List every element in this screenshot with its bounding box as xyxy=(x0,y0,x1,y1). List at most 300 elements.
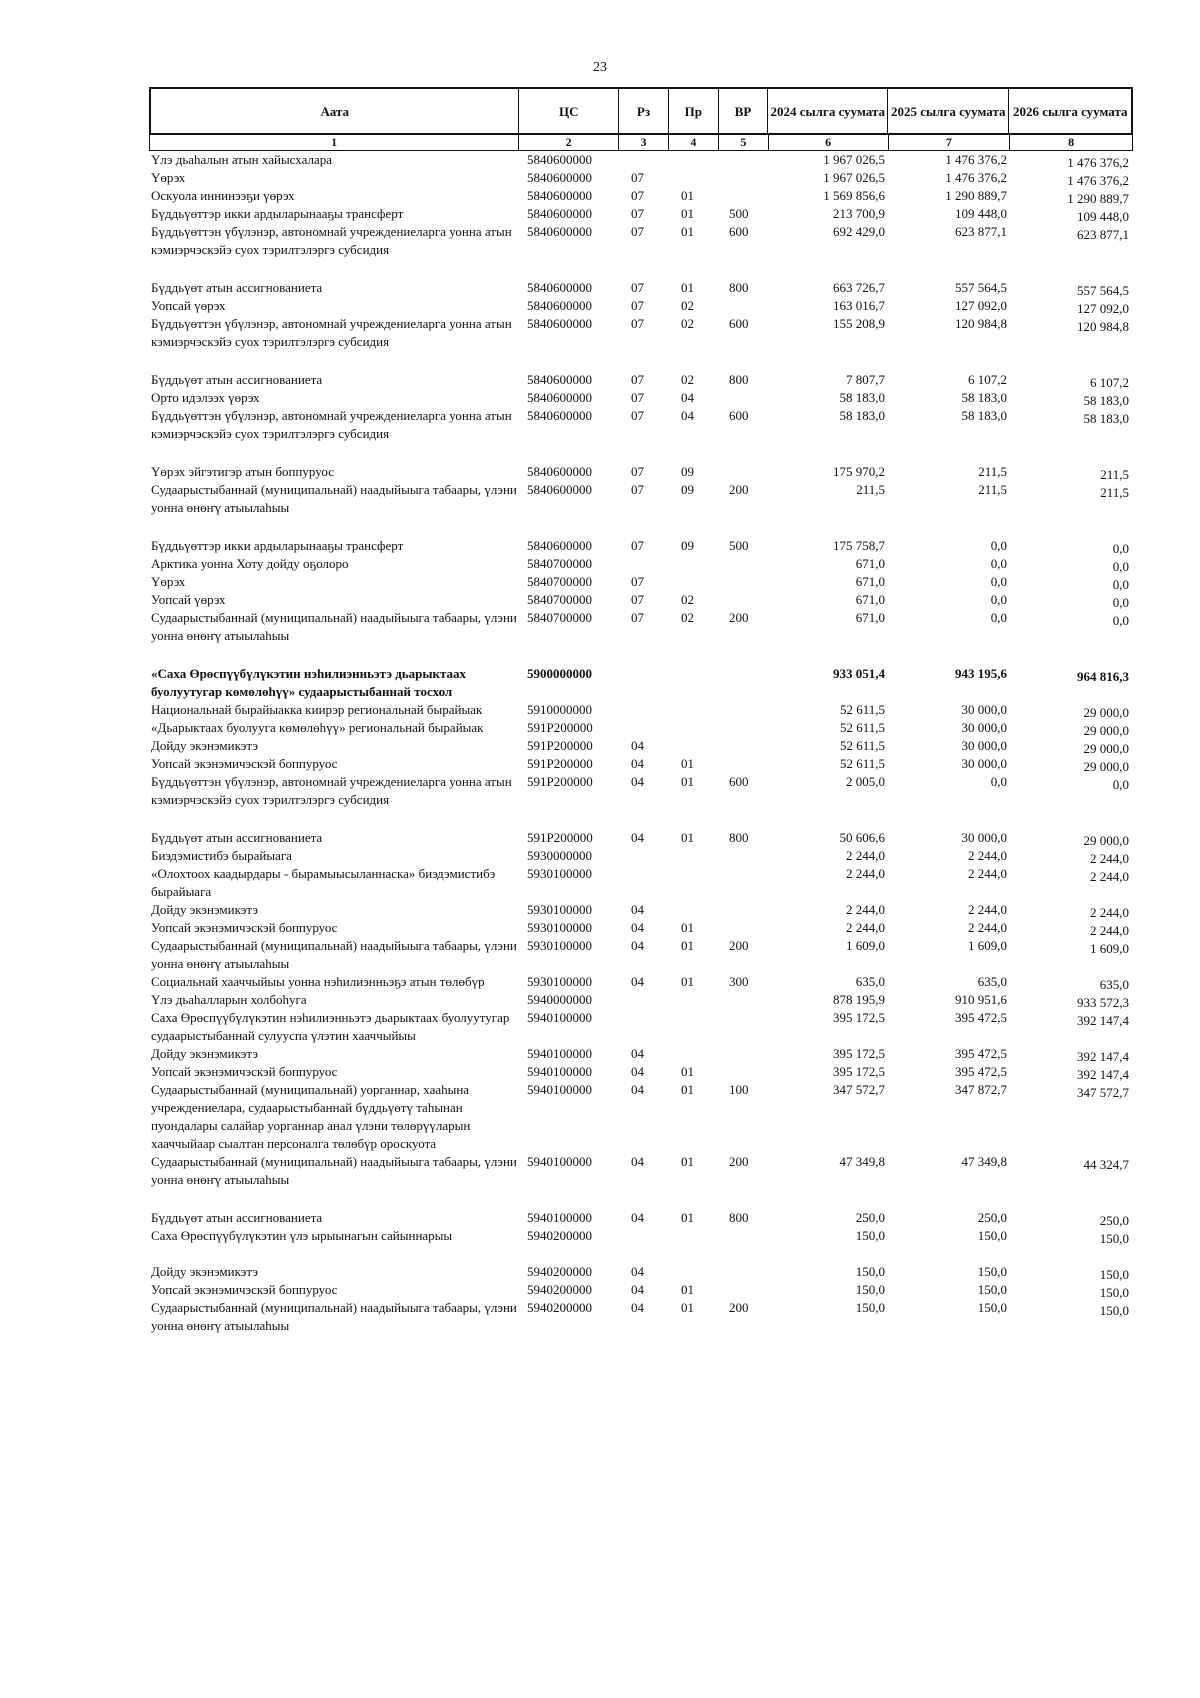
row-rz: 07 xyxy=(631,170,644,185)
row-cs: 5900000000 xyxy=(527,666,592,681)
row-rz: 04 xyxy=(631,1264,644,1279)
row-rz xyxy=(619,665,669,701)
row-vr xyxy=(719,665,769,701)
row-value-2026 xyxy=(1011,991,1133,1009)
row-rz: 07 xyxy=(631,610,644,625)
row-pr: 02 xyxy=(681,610,694,625)
table-row xyxy=(149,169,1133,187)
row-pr xyxy=(669,1045,719,1063)
row-value-2024: 347 572,7 xyxy=(833,1082,885,1097)
row-value-2026 xyxy=(1011,1153,1133,1189)
row-name: Судаарыстыбаннай (муниципальнай) наадыйыыга табаары, үлэни уонна өнөҥү атыылаһыы xyxy=(151,938,517,971)
row-name: Бүддьүөттэр икки ардыларынааҕы трансферт xyxy=(151,206,404,221)
row-value-2026-text: 623 877,1 xyxy=(1077,227,1129,242)
row-value-2024: 150,0 xyxy=(855,1264,885,1279)
row-value-2025: 30 000,0 xyxy=(961,830,1007,845)
row-rz: 04 xyxy=(631,1064,644,1079)
row-value-2026-text: 211,5 xyxy=(1100,485,1129,500)
row-vr xyxy=(719,187,769,205)
row-name: Үөрэх эйгэтигэр атын боппуруос xyxy=(151,464,334,479)
row-cs: 5840600000 xyxy=(527,372,592,387)
row-value-2026-text: 250,0 xyxy=(1099,1213,1129,1228)
row-value-2025: 150,0 xyxy=(977,1282,1007,1297)
row-value-2026-text: 58 183,0 xyxy=(1083,393,1129,408)
row-cs: 5940200000 xyxy=(527,1228,592,1243)
row-value-2024: 50 606,6 xyxy=(839,830,885,845)
row-cs: 5840700000 xyxy=(527,592,592,607)
row-value-2025: 30 000,0 xyxy=(961,756,1007,771)
row-value-2024: 635,0 xyxy=(855,974,885,989)
table-row xyxy=(149,901,1133,919)
row-value-2026 xyxy=(1011,573,1133,591)
row-value-2024: 58 183,0 xyxy=(839,408,885,423)
row-value-2026-text: 44 324,7 xyxy=(1083,1157,1129,1172)
row-vr: 100 xyxy=(729,1082,749,1097)
row-pr xyxy=(669,1227,719,1245)
row-rz: 07 xyxy=(631,592,644,607)
row-vr xyxy=(719,991,769,1009)
row-vr xyxy=(719,847,769,865)
row-value-2026-text: 0,0 xyxy=(1112,777,1129,792)
row-value-2026 xyxy=(1011,919,1133,937)
row-value-2024: 175 970,2 xyxy=(833,464,885,479)
row-pr xyxy=(669,991,719,1009)
row-value-2024: 150,0 xyxy=(855,1228,885,1243)
row-value-2026 xyxy=(1011,701,1133,719)
row-cs: 5940000000 xyxy=(527,992,592,1007)
row-value-2025: 120 984,8 xyxy=(955,316,1007,331)
row-vr: 200 xyxy=(729,610,749,625)
row-value-2024: 58 183,0 xyxy=(839,390,885,405)
row-cs: 5840600000 xyxy=(527,224,592,239)
row-pr xyxy=(669,169,719,187)
row-name: Бүддьүөттэн үбүлэнэр, автономнай учреждениеларга уонна атын кэмиэрчэскэйэ суох тэрилтэлэргэ субсидия xyxy=(151,316,512,349)
row-value-2025: 943 195,6 xyxy=(955,666,1007,681)
row-vr xyxy=(719,297,769,315)
column-number: 5 xyxy=(719,135,769,150)
row-pr: 01 xyxy=(681,830,694,845)
row-pr: 01 xyxy=(681,1210,694,1225)
row-value-2026 xyxy=(1011,901,1133,919)
row-value-2026 xyxy=(1011,1299,1133,1335)
row-pr: 01 xyxy=(681,920,694,935)
row-value-2024: 150,0 xyxy=(855,1282,885,1297)
row-vr xyxy=(719,555,769,573)
row-cs: 5940100000 xyxy=(527,1010,592,1025)
row-name: Уопсай экэнэмичэскэй боппуруос xyxy=(151,756,338,771)
row-value-2024: 7 807,7 xyxy=(846,372,885,387)
row-name: Бүддьүөттэн үбүлэнэр, автономнай учреждениеларга уонна атын кэмиэрчэскэйэ суох тэрилтэлэргэ субсидия xyxy=(151,408,512,441)
row-value-2025: 127 092,0 xyxy=(955,298,1007,313)
row-value-2026-text: 964 816,3 xyxy=(1077,669,1129,684)
column-number: 2 xyxy=(519,135,619,150)
row-name: Бүддьүөттэр икки ардыларынааҕы трансферт xyxy=(151,538,404,553)
row-value-2026-text: 0,0 xyxy=(1112,595,1129,610)
row-name: Уопсай экэнэмичэскэй боппуруос xyxy=(151,1282,338,1297)
row-vr xyxy=(719,919,769,937)
row-rz xyxy=(619,1227,669,1245)
row-name: «Дьарыктаах буолууга көмөлөһүү» региональнай бырайыак xyxy=(151,720,484,735)
row-vr xyxy=(719,389,769,407)
row-value-2026 xyxy=(1011,865,1133,901)
row-pr: 02 xyxy=(681,372,694,387)
row-value-2026 xyxy=(1011,481,1133,517)
row-cs: 5930100000 xyxy=(527,920,592,935)
row-value-2024: 47 349,8 xyxy=(839,1154,885,1169)
table-row xyxy=(149,1209,1133,1227)
header-pr: Пр xyxy=(669,89,719,133)
table-row xyxy=(149,371,1133,389)
row-spacer xyxy=(149,645,1133,665)
row-value-2026-text: 1 609,0 xyxy=(1090,941,1129,956)
row-pr: 01 xyxy=(681,1300,694,1315)
row-pr: 02 xyxy=(681,298,694,313)
row-value-2024: 671,0 xyxy=(855,592,885,607)
table-row xyxy=(149,205,1133,223)
table-row xyxy=(149,1009,1133,1045)
row-vr: 200 xyxy=(729,1300,749,1315)
row-vr: 800 xyxy=(729,830,749,845)
row-value-2026-text: 347 572,7 xyxy=(1077,1085,1129,1100)
row-value-2025: 0,0 xyxy=(990,610,1007,625)
row-value-2026-text: 0,0 xyxy=(1112,559,1129,574)
column-number: 6 xyxy=(769,135,889,150)
row-value-2026 xyxy=(1011,1045,1133,1063)
row-value-2024: 52 611,5 xyxy=(839,720,885,735)
row-name: Национальнай бырайыакка киирэр региональнай бырайыак xyxy=(151,702,483,717)
row-name: Арктика уонна Хоту дойду оҕолоро xyxy=(151,556,349,571)
row-vr xyxy=(719,701,769,719)
row-value-2026-text: 392 147,4 xyxy=(1077,1013,1129,1028)
row-pr: 01 xyxy=(681,1282,694,1297)
table-row xyxy=(149,829,1133,847)
row-vr: 600 xyxy=(729,224,749,239)
row-rz: 04 xyxy=(631,938,644,953)
row-cs: 5940100000 xyxy=(527,1154,592,1169)
row-cs: 5840600000 xyxy=(527,408,592,423)
row-name: Социальнай хааччыйыы уонна нэһилиэнньэҕэ атын төлөбүр xyxy=(151,974,485,989)
table-row xyxy=(149,279,1133,297)
row-vr: 800 xyxy=(729,372,749,387)
column-number: 4 xyxy=(669,135,719,150)
row-value-2024: 2 244,0 xyxy=(846,866,885,881)
row-name: Биэдэмистибэ бырайыага xyxy=(151,848,292,863)
row-rz xyxy=(619,991,669,1009)
row-cs: 5930100000 xyxy=(527,902,592,917)
row-rz xyxy=(619,1009,669,1045)
table-row xyxy=(149,573,1133,591)
row-name: Уопсай экэнэмичэскэй боппуруос xyxy=(151,1064,338,1079)
row-value-2025: 6 107,2 xyxy=(968,372,1007,387)
row-vr xyxy=(719,865,769,901)
row-pr: 01 xyxy=(681,1082,694,1097)
row-vr: 800 xyxy=(729,280,749,295)
row-value-2025: 30 000,0 xyxy=(961,702,1007,717)
row-value-2026 xyxy=(1011,555,1133,573)
row-value-2025: 623 877,1 xyxy=(955,224,1007,239)
column-number-row xyxy=(149,135,1133,151)
row-pr: 02 xyxy=(681,592,694,607)
row-name: Оскуола иннинээҕи үөрэх xyxy=(151,188,295,203)
row-value-2026-text: 1 476 376,2 xyxy=(1067,173,1129,188)
row-value-2024: 150,0 xyxy=(855,1300,885,1315)
row-vr: 600 xyxy=(729,316,749,331)
row-value-2026-text: 392 147,4 xyxy=(1077,1067,1129,1082)
row-cs: 5940100000 xyxy=(527,1082,592,1097)
row-spacer xyxy=(149,517,1133,537)
table-row xyxy=(149,591,1133,609)
row-value-2026 xyxy=(1011,371,1133,389)
row-value-2025: 2 244,0 xyxy=(968,848,1007,863)
row-value-2026-text: 933 572,3 xyxy=(1077,995,1129,1010)
row-value-2024: 211,5 xyxy=(856,482,885,497)
row-vr xyxy=(719,1263,769,1281)
table-row xyxy=(149,755,1133,773)
row-value-2026-text: 29 000,0 xyxy=(1083,705,1129,720)
row-value-2026-text: 0,0 xyxy=(1112,541,1129,556)
row-spacer xyxy=(149,809,1133,829)
row-value-2026 xyxy=(1011,773,1133,809)
row-value-2025: 211,5 xyxy=(978,464,1007,479)
row-value-2025: 30 000,0 xyxy=(961,720,1007,735)
row-value-2024: 671,0 xyxy=(855,574,885,589)
row-pr: 01 xyxy=(681,774,694,789)
row-name: Бүддьүөт атын ассигнованиета xyxy=(151,830,323,845)
row-pr: 09 xyxy=(681,538,694,553)
row-value-2026-text: 29 000,0 xyxy=(1083,833,1129,848)
row-cs: 5840600000 xyxy=(527,152,592,167)
row-pr: 04 xyxy=(681,390,694,405)
row-vr: 200 xyxy=(729,1154,749,1169)
row-pr: 01 xyxy=(681,1154,694,1169)
row-rz xyxy=(619,151,669,169)
row-rz: 04 xyxy=(631,830,644,845)
row-cs: 5930100000 xyxy=(527,974,592,989)
row-cs: 5840600000 xyxy=(527,206,592,221)
row-value-2025: 211,5 xyxy=(978,482,1007,497)
row-pr xyxy=(669,701,719,719)
row-value-2025: 395 472,5 xyxy=(955,1064,1007,1079)
row-vr xyxy=(719,1045,769,1063)
table-row xyxy=(149,1263,1133,1281)
row-rz: 04 xyxy=(631,1282,644,1297)
row-value-2026 xyxy=(1011,755,1133,773)
row-cs: 5840600000 xyxy=(527,170,592,185)
row-value-2025: 0,0 xyxy=(990,556,1007,571)
row-value-2026-text: 557 564,5 xyxy=(1077,283,1129,298)
row-pr: 09 xyxy=(681,482,694,497)
row-cs: 5840600000 xyxy=(527,390,592,405)
row-pr: 01 xyxy=(681,1064,694,1079)
budget-table xyxy=(149,87,1133,1335)
row-name: Судаарыстыбаннай (муниципальнай) уорганнар, хааһына учреждениелара, судаарыстыбаннай бүддьүөтү таһынан пуондалары салайар уорганнар анал үлэни төлөрүүларын хааччыйаар сыалтан персоналга төлөбүр ороскуота xyxy=(151,1082,471,1151)
row-value-2026 xyxy=(1011,537,1133,555)
row-rz: 04 xyxy=(631,902,644,917)
row-cs: 5840600000 xyxy=(527,482,592,497)
table-row xyxy=(149,223,1133,259)
row-value-2026-text: 150,0 xyxy=(1099,1231,1129,1246)
row-value-2024: 692 429,0 xyxy=(833,224,885,239)
table-row xyxy=(149,609,1133,645)
row-rz: 04 xyxy=(631,974,644,989)
row-value-2026 xyxy=(1011,1063,1133,1081)
row-cs: 5940100000 xyxy=(527,1210,592,1225)
row-value-2026 xyxy=(1011,1081,1133,1153)
row-rz xyxy=(619,847,669,865)
row-name: Судаарыстыбаннай (муниципальнай) наадыйыыга табаары, үлэни уонна өнөҥү атыылаһыы xyxy=(151,1300,517,1333)
row-value-2025: 250,0 xyxy=(977,1210,1007,1225)
row-pr xyxy=(669,737,719,755)
row-value-2025: 2 244,0 xyxy=(968,866,1007,881)
row-cs: 5940200000 xyxy=(527,1264,592,1279)
table-row xyxy=(149,555,1133,573)
row-pr xyxy=(669,573,719,591)
row-rz xyxy=(619,719,669,737)
table-row xyxy=(149,919,1133,937)
row-pr: 04 xyxy=(681,408,694,423)
row-vr xyxy=(719,169,769,187)
row-name: Уопсай үөрэх xyxy=(151,592,226,607)
row-value-2024: 1 967 026,5 xyxy=(823,170,885,185)
row-cs: 5910000000 xyxy=(527,702,592,717)
row-value-2026-text: 109 448,0 xyxy=(1077,209,1129,224)
row-value-2025: 47 349,8 xyxy=(961,1154,1007,1169)
row-value-2026-text: 2 244,0 xyxy=(1090,923,1129,938)
row-rz: 07 xyxy=(631,538,644,553)
row-value-2024: 175 758,7 xyxy=(833,538,885,553)
row-spacer xyxy=(149,1245,1133,1263)
row-vr xyxy=(719,1009,769,1045)
row-pr: 01 xyxy=(681,756,694,771)
row-vr xyxy=(719,1063,769,1081)
row-value-2025: 0,0 xyxy=(990,592,1007,607)
row-value-2026-text: 58 183,0 xyxy=(1083,411,1129,426)
row-pr: 01 xyxy=(681,206,694,221)
row-cs: 5840600000 xyxy=(527,280,592,295)
row-cs: 5840700000 xyxy=(527,556,592,571)
table-row xyxy=(149,1227,1133,1245)
row-value-2026-text: 29 000,0 xyxy=(1083,741,1129,756)
row-rz: 04 xyxy=(631,774,644,789)
row-rz: 07 xyxy=(631,574,644,589)
row-rz: 07 xyxy=(631,316,644,331)
header-2024: 2024 сылга суумата xyxy=(768,89,888,133)
row-rz: 07 xyxy=(631,482,644,497)
row-vr: 200 xyxy=(729,938,749,953)
row-value-2024: 671,0 xyxy=(855,610,885,625)
row-cs: 591P200000 xyxy=(527,756,593,771)
row-vr xyxy=(719,591,769,609)
row-value-2026 xyxy=(1011,847,1133,865)
row-name: Бүддьүөттэн үбүлэнэр, автономнай учреждениеларга уонна атын кэмиэрчэскэйэ суох тэрилтэлэргэ субсидия xyxy=(151,224,512,257)
row-value-2025: 2 244,0 xyxy=(968,920,1007,935)
row-value-2026-text: 1 290 889,7 xyxy=(1067,191,1129,206)
row-rz: 04 xyxy=(631,1210,644,1225)
row-value-2024: 250,0 xyxy=(855,1210,885,1225)
row-rz xyxy=(619,555,669,573)
row-value-2026-text: 29 000,0 xyxy=(1083,759,1129,774)
row-vr xyxy=(719,1227,769,1245)
row-pr xyxy=(669,901,719,919)
row-rz: 07 xyxy=(631,206,644,221)
row-value-2025: 395 472,5 xyxy=(955,1046,1007,1061)
row-value-2026 xyxy=(1011,297,1133,315)
row-rz: 04 xyxy=(631,1154,644,1169)
row-cs: 5840600000 xyxy=(527,464,592,479)
row-value-2024: 933 051,4 xyxy=(833,666,885,681)
row-value-2024: 2 244,0 xyxy=(846,920,885,935)
table-row xyxy=(149,991,1133,1009)
row-value-2025: 150,0 xyxy=(977,1228,1007,1243)
row-name: Судаарыстыбаннай (муниципальнай) наадыйыыга табаары, үлэни уонна өнөҥү атыылаһыы xyxy=(151,1154,517,1187)
table-row xyxy=(149,737,1133,755)
table-row xyxy=(149,719,1133,737)
row-cs: 5840600000 xyxy=(527,316,592,331)
row-rz: 07 xyxy=(631,298,644,313)
row-rz: 07 xyxy=(631,224,644,239)
row-cs: 5840700000 xyxy=(527,610,592,625)
row-value-2026 xyxy=(1011,1263,1133,1281)
row-value-2026 xyxy=(1011,609,1133,645)
row-cs: 5930100000 xyxy=(527,866,592,881)
row-value-2026-text: 150,0 xyxy=(1099,1267,1129,1282)
row-name: «Саха Өрөспүүбүлүкэтин нэһилиэнньэтэ дьарыктаах буолуутугар көмөлөһүү» судаарыстыбаннай тосхол xyxy=(151,666,467,699)
row-value-2024: 2 244,0 xyxy=(846,902,885,917)
row-spacer xyxy=(149,443,1133,463)
row-vr xyxy=(719,151,769,169)
row-value-2025: 347 872,7 xyxy=(955,1082,1007,1097)
row-name: Бүддьүөт атын ассигнованиета xyxy=(151,280,323,295)
row-name: Дойду экэнэмикэтэ xyxy=(151,738,258,753)
row-rz xyxy=(619,701,669,719)
row-value-2026 xyxy=(1011,937,1133,973)
row-pr xyxy=(669,1263,719,1281)
row-name: Дойду экэнэмикэтэ xyxy=(151,1264,258,1279)
table-row xyxy=(149,389,1133,407)
table-row xyxy=(149,537,1133,555)
row-value-2026-text: 150,0 xyxy=(1099,1303,1129,1318)
row-rz: 04 xyxy=(631,1046,644,1061)
row-value-2026 xyxy=(1011,829,1133,847)
row-pr xyxy=(669,865,719,901)
row-cs: 5940100000 xyxy=(527,1064,592,1079)
row-value-2025: 109 448,0 xyxy=(955,206,1007,221)
table-row xyxy=(149,1299,1133,1335)
row-vr: 200 xyxy=(729,482,749,497)
row-value-2026 xyxy=(1011,463,1133,481)
table-row xyxy=(149,1281,1133,1299)
row-value-2026-text: 127 092,0 xyxy=(1077,301,1129,316)
row-cs: 5840700000 xyxy=(527,574,592,589)
table-row xyxy=(149,187,1133,205)
row-value-2025: 910 951,6 xyxy=(955,992,1007,1007)
row-value-2026 xyxy=(1011,151,1133,169)
row-pr xyxy=(669,719,719,737)
column-number: 3 xyxy=(619,135,669,150)
table-row xyxy=(149,1045,1133,1063)
row-vr: 800 xyxy=(729,1210,749,1225)
table-row xyxy=(149,151,1133,169)
row-vr: 300 xyxy=(729,974,749,989)
row-vr: 500 xyxy=(729,538,749,553)
row-name: Судаарыстыбаннай (муниципальнай) наадыйыыга табаары, үлэни уонна өнөҥү атыылаһыы xyxy=(151,610,517,643)
row-name: Орто идэлээх үөрэх xyxy=(151,390,260,405)
row-name: «Олохтоох каадырдары - бырамыысыланнаска» биэдэмистибэ бырайыага xyxy=(151,866,496,899)
row-cs: 5940100000 xyxy=(527,1046,592,1061)
table-row xyxy=(149,847,1133,865)
row-cs: 5940200000 xyxy=(527,1300,592,1315)
row-rz: 04 xyxy=(631,920,644,935)
